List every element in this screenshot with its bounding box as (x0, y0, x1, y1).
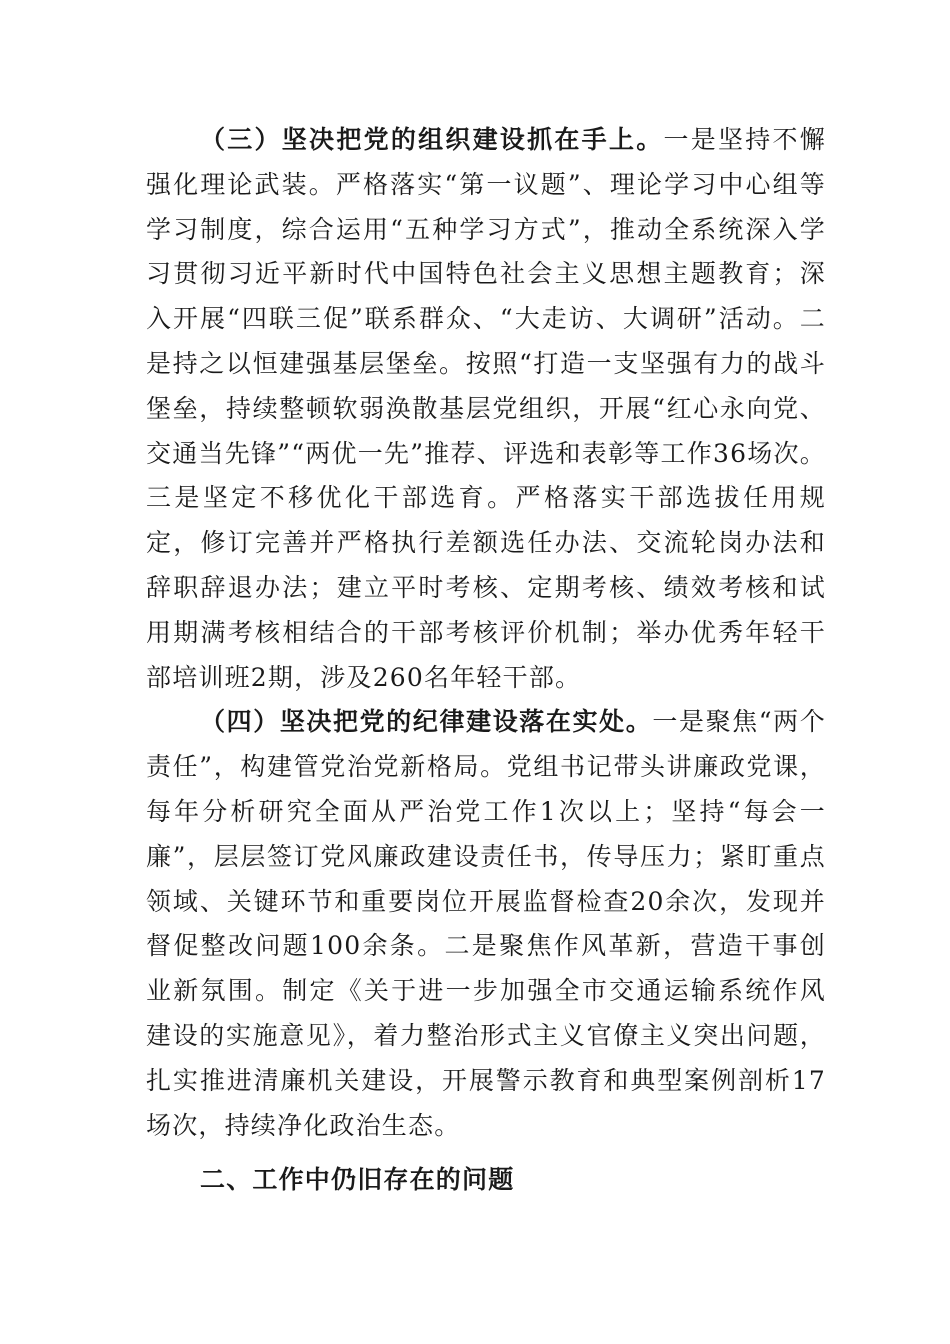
paragraph-text: 一是坚持不懈强化理论武装。严格落实“第一议题”、理论学习中心组等学习制度，综合运用“五种学习方式”，推动全系统深入学习贯彻习近平新时代中国特色社会主义思想主题教育；深入开展“四联三促”联系群众、“大走访、大调研”活动。二是持之以恒建强基层堡垒。按照“打造一支坚强有力的战斗堡垒，持续整顿软弱涣散基层党组织，开展“红心永向党、交通当先锋”“两优一先”推荐、评选和表彰等工作36场次。三是坚定不移优化干部选育。严格落实干部选拔任用规定，修订完善并严格执行差额选任办法、交流轮岗办法和辞职辞退办法；建立平时考核、定期考核、绩效考核和试用期满考核相结合的干部考核评价机制；举办优秀年轻干部培训班2期，涉及260名年轻干部。 (146, 125, 827, 692)
paragraph-text: 一是聚焦“两个责任”，构建管党治党新格局。党组书记带头讲廉政党课，每年分析研究全面从严治党工作1次以上；坚持“每会一廉”，层层签订党风廉政建设责任书，传导压力；紧盯重点领域、关键环节和重要岗位开展监督检查20余次，发现并督促整改问题100余条。二是聚焦作风革新，营造干事创业新氛围。制定《关于进一步加强全市交通运输系统作风建设的实施意见》，着力整治形式主义官僚主义突出问题，扎实推进清廉机关建设，开展警示教育和典型案例剖析17场次，持续净化政治生态。 (146, 707, 826, 1140)
section-heading: 二、工作中仍旧存在的问题 (200, 1165, 515, 1195)
paragraph-organization-building (146, 118, 826, 700)
paragraph-lead-heading: （四）坚决把党的纪律建设落在实处。 (200, 707, 653, 737)
document-body (146, 118, 826, 1203)
paragraph-discipline-building (146, 700, 826, 1148)
paragraph-lead-heading: （三）坚决把党的组织建设抓在手上。 (200, 125, 664, 154)
